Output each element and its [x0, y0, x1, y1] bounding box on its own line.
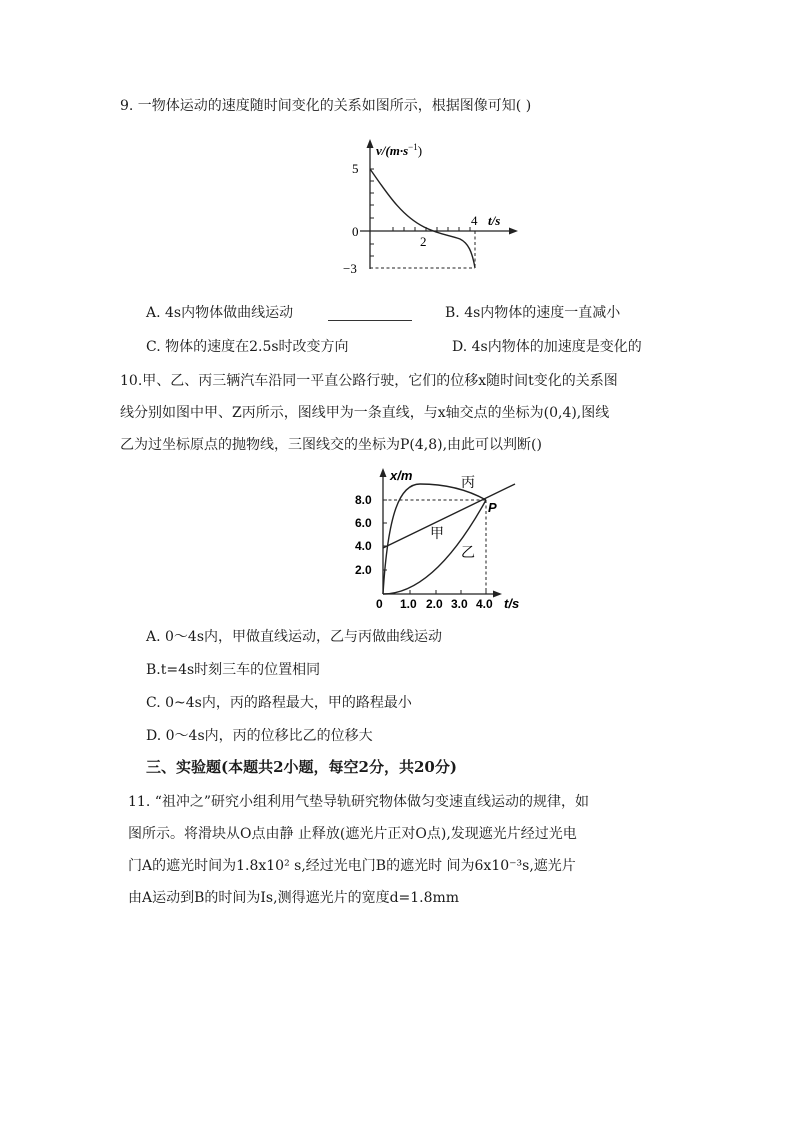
q10-x-axis-label: t/s	[504, 596, 520, 611]
section-3-heading: 三、实验题(本题共2小题，每空2分，共20分)	[146, 758, 457, 776]
q9-x-axis-label: t/s	[488, 213, 501, 228]
q11-line1: 11. “祖冲之”研究小组利用气垫导轨研究物体做匀变速直线运动的规律，如	[128, 794, 590, 810]
q10-ytick-6: 6.0	[355, 516, 372, 530]
q10-option-b: B.t=4s时刻三车的位置相同	[146, 662, 321, 678]
q9-tick-2: 2	[420, 234, 427, 249]
q10-label-jia: 甲	[430, 527, 444, 542]
q11-line2: 图所示。将滑块从O点由静 止释放(遮光片正对O点),发现遮光片经过光电	[128, 826, 577, 842]
q9-option-b: B. 4s内物体的速度一直减小	[445, 305, 621, 321]
q11-line4: 由A运动到B的时间为Is,测得遮光片的宽度d=1.8mm	[128, 890, 460, 906]
q10-y-axis-label: x/m	[390, 468, 413, 483]
q9-y-axis-label: $v/(m\cdot s^{-1})$	[376, 142, 423, 158]
q9-tick-0: 0	[352, 224, 359, 239]
q9-tick-4: 4	[471, 213, 478, 228]
q10-label-p: P	[488, 500, 497, 515]
q9-option-a: A. 4s内物体做曲线运动	[146, 305, 294, 321]
q10-label-bing: 丙	[461, 476, 475, 491]
q9-velocity-graph	[340, 135, 525, 285]
q10-ytick-8: 8.0	[355, 493, 372, 507]
q10-ytick-2: 2.0	[355, 563, 372, 577]
q10-option-d: D. 0～4s内，丙的位移比乙的位移大	[146, 728, 373, 744]
q10-option-a: A. 0～4s内，甲做直线运动，乙与丙做曲线运动	[146, 629, 443, 645]
q10-stem-line2: 线分别如图中甲、Z丙所示，图线甲为一条直线，与x轴交点的坐标为(0,4),图线	[120, 405, 610, 421]
q10-xtick-2: 2.0	[426, 597, 443, 611]
answer-blank-line	[328, 320, 412, 321]
q9-stem: 9. 一物体运动的速度随时间变化的关系如图所示，根据图像可知( )	[120, 98, 532, 114]
q10-xtick-0: 0	[376, 597, 383, 611]
q10-xtick-4: 4.0	[476, 597, 493, 611]
q9-option-c: C. 物体的速度在2.5s时改变方向	[146, 339, 349, 355]
q10-xtick-1: 1.0	[400, 597, 417, 611]
q10-option-c: C. 0~4s内，丙的路程最大，甲的路程最小	[146, 695, 412, 711]
q11-line3: 门A的遮光时间为1.8x10² s,经过光电门B的遮光时 间为6x10⁻³s,遮光片	[128, 858, 576, 874]
q10-label-yi: 乙	[461, 546, 475, 561]
q9-option-d: D. 4s内物体的加速度是变化的	[452, 339, 642, 355]
q10-stem-line1: 10.甲、乙、丙三辆汽车沿同一平直公路行驶，它们的位移x随时间t变化的关系图	[120, 373, 618, 389]
q10-ytick-4: 4.0	[355, 539, 372, 553]
q10-stem-line3: 乙为过坐标原点的抛物线，三图线交的坐标为P(4,8),由此可以判断()	[120, 437, 542, 453]
q9-tick-neg3: −3	[343, 261, 357, 276]
q9-velocity-curve	[370, 169, 475, 268]
q9-tick-5: 5	[352, 161, 359, 176]
q10-xtick-3: 3.0	[451, 597, 468, 611]
q10-displacement-graph	[350, 462, 530, 612]
